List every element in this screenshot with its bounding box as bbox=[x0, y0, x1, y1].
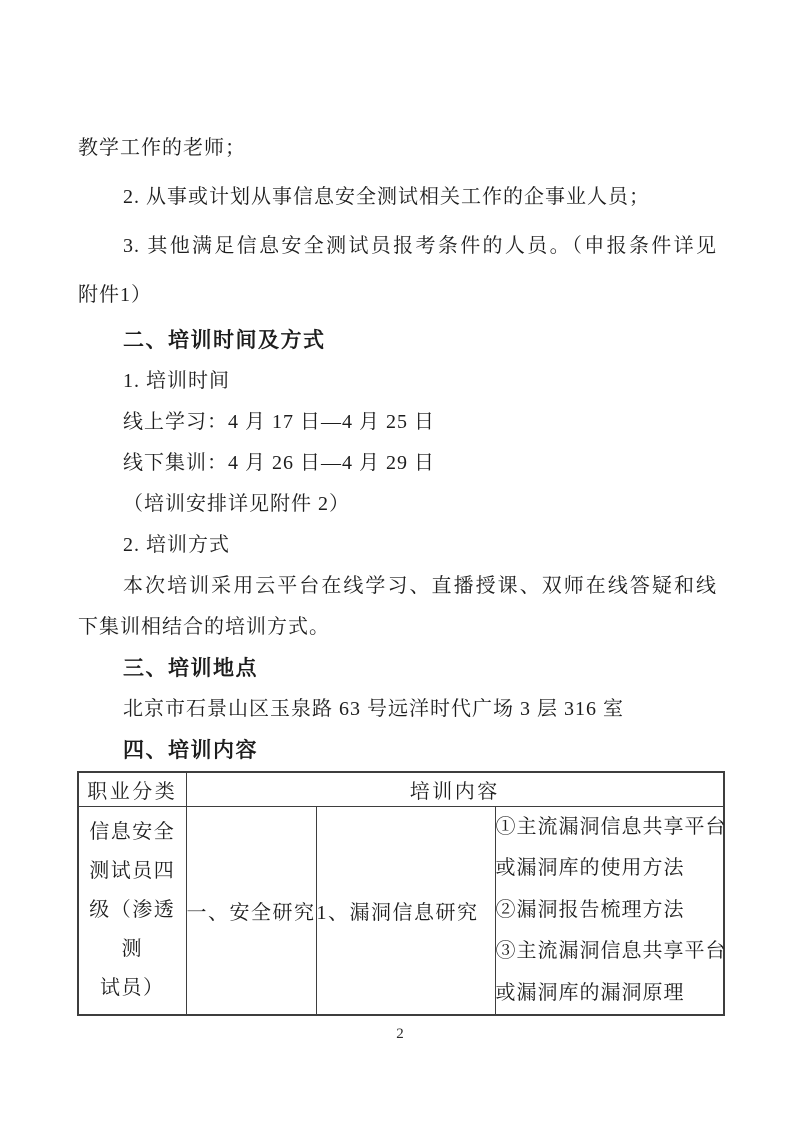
table-body-row bbox=[78, 806, 724, 1015]
method-line-1: 本次培训采用云平台在线学习、直播授课、双师在线答疑和线 bbox=[123, 575, 717, 597]
schedule-note-line: （培训安排详见附件 2） bbox=[123, 493, 350, 515]
occupation-line: 信息安全 bbox=[89, 820, 176, 843]
body-sections bbox=[78, 320, 717, 771]
training-content-table bbox=[77, 771, 725, 1016]
occupation-column-header: 职业分类 bbox=[78, 772, 186, 806]
occupation-line: 级（渗透测 bbox=[89, 898, 176, 960]
point-line: ②漏洞报告梳理方法 bbox=[495, 898, 685, 921]
point-line: 或漏洞库的使用方法 bbox=[495, 857, 685, 879]
list-item-2: 2. 从事或计划从事信息安全测试相关工作的企事业人员； bbox=[123, 186, 650, 208]
section-2-heading: 二、培训时间及方式 bbox=[123, 329, 326, 352]
offline-camp-line: 线下集训：4 月 26 日—4 月 29 日 bbox=[123, 452, 435, 474]
occupation-cell bbox=[78, 806, 186, 1015]
method-line-2: 下集训相结合的培训方式。 bbox=[78, 616, 330, 638]
section-4-heading: 四、培训内容 bbox=[123, 739, 258, 762]
list-item-3-line-2: 附件1） bbox=[78, 284, 152, 306]
occupation-line: 试员） bbox=[100, 976, 165, 999]
table-header-row bbox=[78, 772, 724, 806]
points-cell bbox=[495, 806, 727, 1015]
training-method-subheading: 2. 培训方式 bbox=[123, 534, 230, 556]
section-3-heading: 三、培训地点 bbox=[123, 657, 258, 680]
online-study-line: 线上学习：4 月 17 日—4 月 25 日 bbox=[123, 411, 435, 433]
training-address: 北京市石景山区玉泉路 63 号远洋时代广场 3 层 316 室 bbox=[123, 698, 624, 720]
occupation-line: 测试员四 bbox=[89, 859, 176, 882]
training-time-subheading: 1. 培训时间 bbox=[123, 370, 230, 392]
point-line: 或漏洞库的漏洞原理 bbox=[495, 981, 685, 1004]
point-line: ③主流漏洞信息共享平台 bbox=[495, 940, 727, 962]
topic-cell: 1、漏洞信息研究 bbox=[316, 806, 495, 1015]
module-cell: 一、安全研究 bbox=[186, 806, 316, 1015]
content-column-header: 培训内容 bbox=[186, 772, 724, 806]
point-line: ①主流漏洞信息共享平台 bbox=[495, 815, 727, 838]
page-number: 2 bbox=[396, 1026, 404, 1042]
list-item-3-line-1: 3. 其他满足信息安全测试员报考条件的人员。（申报条件详见 bbox=[123, 235, 717, 257]
intro-tail-line: 教学工作的老师； bbox=[78, 137, 246, 159]
intro-section bbox=[78, 124, 717, 320]
